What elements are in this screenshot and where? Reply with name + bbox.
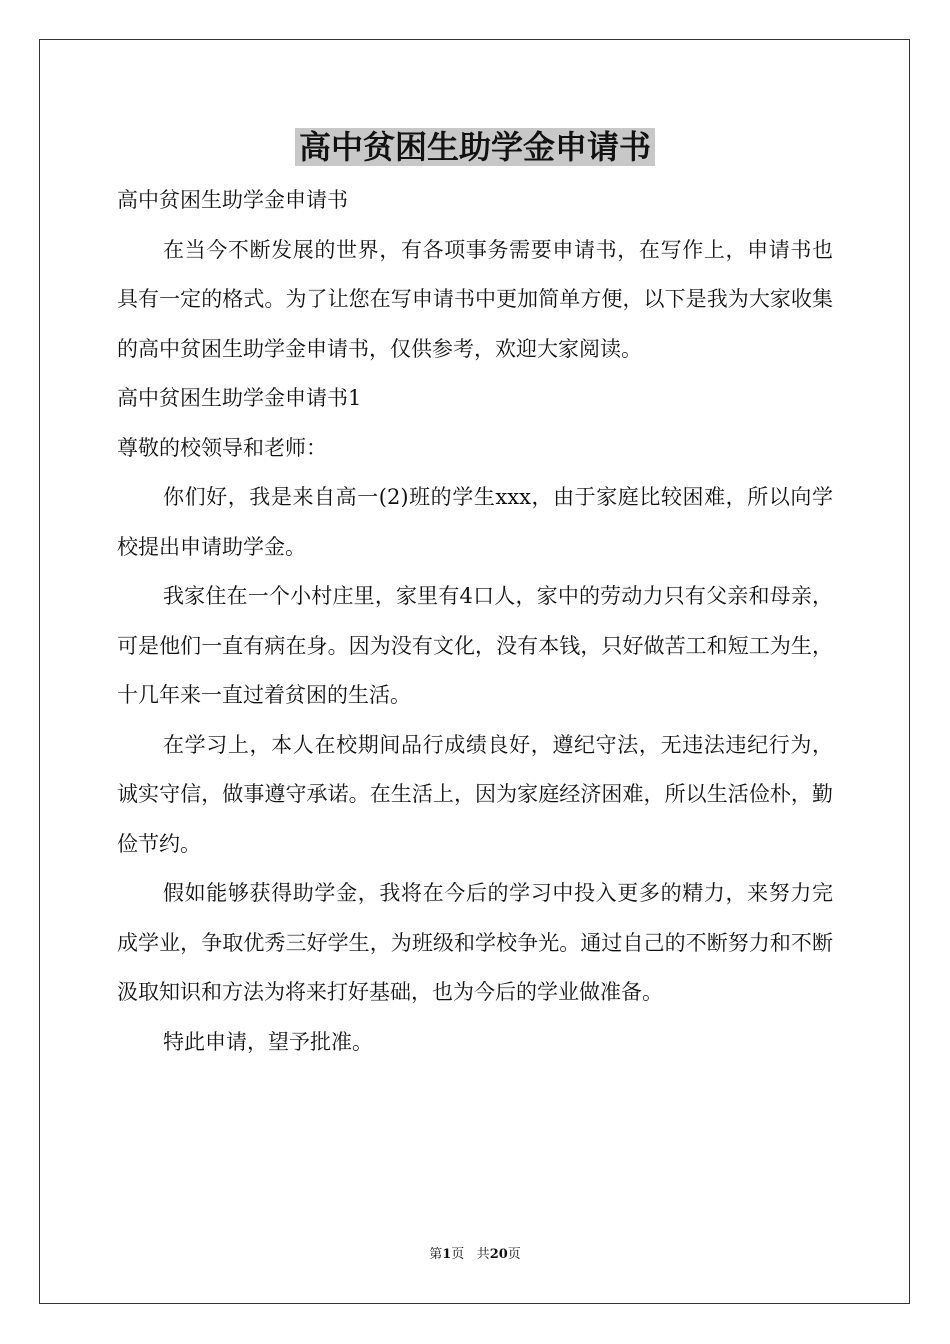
body-paragraph: 假如能够获得助学金，我将在今后的学习中投入更多的精力，来努力完成学业，争取优秀三好学生，为班级和学校争光。通过自己的不断努力和不断汲取知识和方法为将来打好基础，也为今后的学业做准备。 bbox=[117, 881, 833, 1004]
body-paragraph: 我家住在一个小村庄里，家里有4口人，家中的劳动力只有父亲和母亲，可是他们一直有病在身。因为没有文化，没有本钱，只好做苦工和短工为生，十几年来一直过着贫困的生活。 bbox=[117, 584, 833, 707]
page-number-label: 第1页 bbox=[429, 1247, 465, 1262]
body-paragraph: 在学习上，本人在校期间品行成绩良好，遵纪守法，无违法违纪行为，诚实守信，做事遵守承诺。在生活上，因为家庭经济困难，所以生活俭朴，勤俭节约。 bbox=[117, 732, 833, 856]
section-heading: 高中贫困生助学金申请书1 bbox=[117, 386, 362, 410]
body-paragraph: 你们好，我是来自高一(2)班的学生xxx，由于家庭比较困难，所以向学校提出申请助学金。 bbox=[117, 485, 833, 559]
intro-paragraph: 在当今不断发展的世界，有各项事务需要申请书，在写作上，申请书也具有一定的格式。为了让您在写申请书中更加简单方便，以下是我为大家收集的高中贫困生助学金申请书，仅供参考，欢迎大家阅读。 bbox=[117, 237, 833, 361]
document-body bbox=[117, 176, 833, 1067]
document-title: 高中贫困生助学金申请书 bbox=[295, 128, 655, 166]
total-pages-label: 共20页 bbox=[476, 1247, 521, 1262]
salutation: 尊敬的校领导和老师： bbox=[117, 435, 327, 460]
closing-paragraph: 特此申请，望予批准。 bbox=[163, 1029, 373, 1054]
total-page-count: 20 bbox=[489, 1247, 508, 1262]
current-page-number: 1 bbox=[442, 1247, 452, 1262]
document-title-wrapper bbox=[0, 122, 950, 172]
document-subtitle: 高中贫困生助学金申请书 bbox=[117, 188, 348, 212]
page-footer bbox=[0, 1245, 950, 1265]
